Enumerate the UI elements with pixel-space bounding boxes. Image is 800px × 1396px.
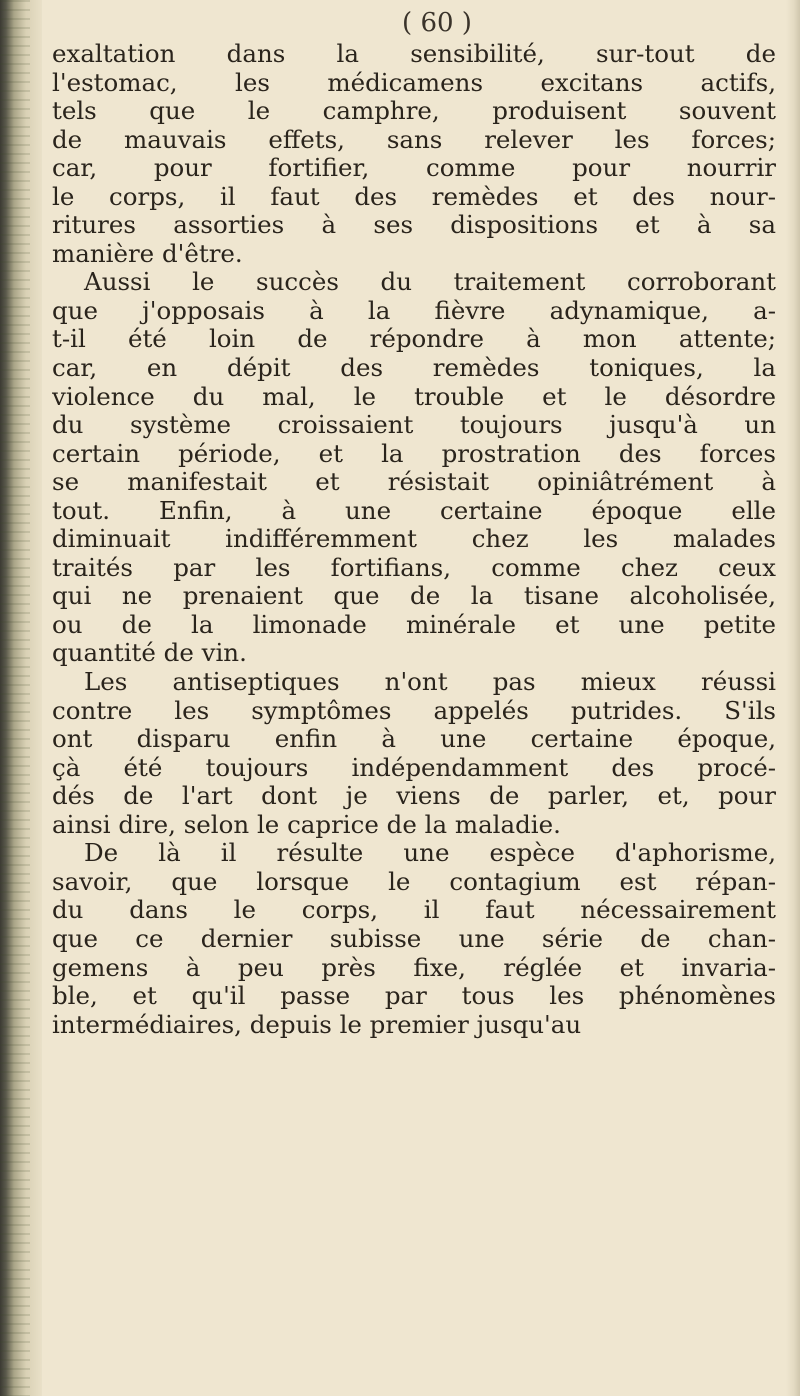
text-line: Aussi le succès du traitement corroborant: [84, 268, 776, 297]
text-line: savoir, que lorsque le contagium est répan-: [52, 867, 776, 896]
text-line: contre les symptômes appelés putrides. S'ils: [52, 696, 776, 725]
paragraph: [52, 839, 776, 1039]
text-line: que j'opposais à la fièvre adynamique, a-: [52, 296, 776, 325]
text-line: ou de la limonade minérale et une petite: [52, 610, 776, 639]
text-line: dés de l'art dont je viens de parler, et, pour: [52, 782, 776, 811]
text-line: violence du mal, le trouble et le désordre: [52, 382, 776, 411]
text-line: intermédiaires, depuis le premier jusqu'au: [52, 1010, 582, 1039]
text-line: Les antiseptiques n'ont pas mieux réussi: [84, 668, 776, 697]
text-line: car, pour fortifier, comme pour nourrir: [52, 154, 776, 183]
paragraph: [52, 668, 776, 839]
text-line: exaltation dans la sensibilité, sur-tout de: [52, 40, 776, 68]
text-line: certain période, et la prostration des forces: [52, 439, 776, 468]
text-line: gemens à peu près fixe, réglée et invaria-: [52, 953, 776, 982]
text-line: manière d'être.: [52, 239, 243, 268]
text-line: ble, et qu'il passe par tous les phénomènes: [52, 982, 776, 1011]
text-line: ainsi dire, selon le caprice de la maladie.: [52, 810, 561, 839]
text-line: quantité de vin.: [52, 639, 247, 668]
text-line: du dans le corps, il faut nécessairement: [52, 896, 776, 925]
text-line: qui ne prenaient que de la tisane alcoholisée,: [52, 582, 776, 611]
page-number: ( 60 ): [402, 8, 472, 38]
book-page: [52, 6, 776, 1039]
text-line: De là il résulte une espèce d'aphorisme,: [84, 839, 776, 868]
text-line: du système croissaient toujours jusqu'à un: [52, 411, 776, 440]
text-line: ont disparu enfin à une certaine époque,: [52, 725, 776, 754]
text-line: t-il été loin de répondre à mon attente;: [52, 325, 776, 354]
paragraph: [52, 268, 776, 668]
page-edge: [786, 0, 800, 1396]
text-line: tels que le camphre, produisent souvent: [52, 97, 776, 126]
text-line: car, en dépit des remèdes toniques, la: [52, 354, 776, 383]
text-line: l'estomac, les médicamens excitans actifs,: [52, 68, 776, 97]
text-line: de mauvais effets, sans relever les forces;: [52, 125, 776, 154]
text-line: traités par les fortifians, comme chez ceux: [52, 553, 776, 582]
text-line: se manifestait et résistait opiniâtrément à: [52, 468, 776, 497]
page-text: [52, 40, 776, 1039]
text-line: diminuait indifféremment chez les malades: [52, 525, 776, 554]
text-line: ritures assorties à ses dispositions et à sa: [52, 211, 776, 240]
paragraph: [52, 40, 776, 268]
text-line: çà été toujours indépendamment des procé-: [52, 753, 776, 782]
text-line: tout. Enfin, à une certaine époque elle: [52, 496, 776, 525]
text-line: le corps, il faut des remèdes et des nour-: [52, 182, 776, 211]
text-line: que ce dernier subisse une série de chan-: [52, 924, 776, 953]
binding-shadow: [0, 0, 30, 1396]
